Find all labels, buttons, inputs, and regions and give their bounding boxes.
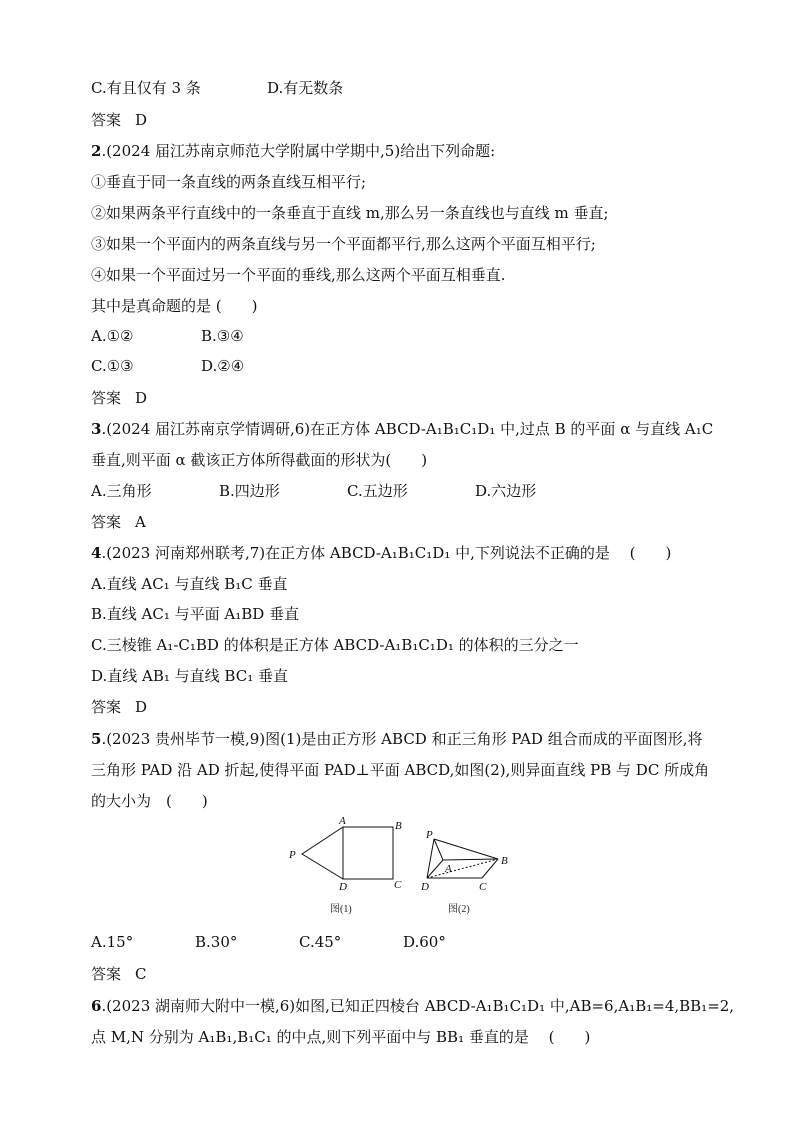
- figure-2-shapes: [427, 839, 498, 878]
- q3-option-d: D.六边形: [475, 482, 537, 500]
- fig2-label-b: B: [501, 855, 508, 867]
- edge-pa: [434, 839, 443, 860]
- q2-option-c: C.①③: [91, 357, 134, 375]
- q5-figure-svg: [284, 812, 524, 916]
- q2-option-b: B.③④: [201, 327, 244, 345]
- q3-text-1: .(2024 届江苏南京学情调研,6)在正方体 ABCD-A₁B₁C₁D₁ 中,过点 B 的平面 α 与直线 A₁C: [101, 420, 714, 438]
- q2-option-d: D.②④: [201, 357, 245, 375]
- q2-prompt: 其中是真命题的是 ( ): [91, 297, 258, 315]
- fig2-label-c: C: [479, 881, 487, 893]
- q1-option-c: C.有且仅有 3 条: [91, 79, 201, 97]
- answer-label: 答案: [91, 389, 122, 407]
- edge-db: [427, 859, 498, 878]
- q4-option-c: C.三棱锥 A₁-C₁BD 的体积是正方体 ABCD-A₁B₁C₁D₁ 的体积的三分之一: [91, 636, 579, 654]
- q5-option-b: B.30°: [195, 933, 238, 951]
- question-number: 2: [91, 142, 102, 160]
- fig2-label-p: P: [426, 829, 433, 841]
- figure-1-caption: 图(1): [330, 904, 352, 915]
- question-number: 3: [91, 420, 102, 438]
- square-abcd: [343, 827, 393, 879]
- q1-option-d: D.有无数条: [267, 79, 344, 97]
- q3-options: [91, 481, 536, 501]
- answer-label: 答案: [91, 111, 122, 129]
- q4-option-b: B.直线 AC₁ 与平面 A₁BD 垂直: [91, 605, 300, 623]
- q2-options-row1: [91, 326, 244, 346]
- answer-value: A: [135, 513, 146, 531]
- q5-option-d: D.60°: [403, 933, 446, 951]
- fig2-label-a: A: [445, 863, 452, 875]
- answer-label: 答案: [91, 965, 122, 983]
- q2-item-2: ②如果两条平行直线中的一条垂直于直线 m,那么另一条直线也与直线 m 垂直;: [91, 204, 609, 222]
- q3-option-a: A.三角形: [91, 482, 152, 500]
- q1-options: [91, 78, 343, 98]
- fig1-label-b: B: [395, 820, 402, 832]
- q2-options-row2: [91, 356, 244, 376]
- q3-option-c: C.五边形: [347, 482, 408, 500]
- q1-answer: [91, 110, 147, 130]
- question-number: 4: [91, 544, 102, 562]
- answer-value: D: [135, 698, 148, 716]
- edge-cb: [482, 859, 498, 878]
- q2-item-1: ①垂直于同一条直线的两条直线互相平行;: [91, 173, 367, 191]
- q4-option-d: D.直线 AB₁ 与直线 BC₁ 垂直: [91, 667, 288, 685]
- q3-stem-line1: [91, 419, 713, 439]
- figure-1-shapes: [302, 827, 393, 879]
- q6-stem-line2: 点 M,N 分别为 A₁B₁,B₁C₁ 的中点,则下列平面中与 BB₁ 垂直的是 ( ): [91, 1028, 591, 1046]
- fig1-label-a: A: [339, 815, 346, 827]
- fig2-label-d: D: [421, 881, 429, 893]
- q5-stem-line3: 的大小为 ( ): [91, 792, 208, 810]
- q3-answer: [91, 512, 146, 532]
- q5-figure: [284, 812, 524, 916]
- q3-option-b: B.四边形: [219, 482, 280, 500]
- question-number: 5: [91, 730, 102, 748]
- q5-stem-line2: 三角形 PAD 沿 AD 折起,使得平面 PAD⊥平面 ABCD,如图(2),则异面直线 PB 与 DC 所成角: [91, 761, 710, 779]
- fig1-label-p: P: [289, 849, 296, 861]
- answer-value: D: [135, 111, 148, 129]
- edge-pb: [434, 839, 498, 859]
- edge-ab: [443, 859, 498, 860]
- q2-item-3: ③如果一个平面内的两条直线与另一个平面都平行,那么这两个平面互相平行;: [91, 235, 596, 253]
- edge-pd: [427, 839, 434, 878]
- q2-source: .(2024 届江苏南京师范大学附属中学期中,5)给出下列命题:: [101, 142, 496, 160]
- q2-answer: [91, 388, 147, 408]
- q4-option-a: A.直线 AC₁ 与直线 B₁C 垂直: [91, 575, 288, 593]
- q2-option-a: A.①②: [91, 327, 134, 345]
- answer-label: 答案: [91, 513, 122, 531]
- q6-text-1: .(2023 湖南师大附中一模,6)如图,已知正四棱台 ABCD-A₁B₁C₁D₁ 中,AB=6,A₁B₁=4,BB₁=2,: [101, 997, 735, 1015]
- question-number: 6: [91, 997, 102, 1015]
- q2-item-4: ④如果一个平面过另一个平面的垂线,那么这两个平面互相垂直.: [91, 266, 506, 284]
- q4-stem: [91, 543, 671, 563]
- answer-value: D: [135, 389, 148, 407]
- fig1-label-d: D: [339, 881, 347, 893]
- q3-stem-line2: 垂直,则平面 α 截该正方体所得截面的形状为( ): [91, 451, 428, 469]
- q5-answer: [91, 964, 147, 984]
- q4-answer: [91, 697, 147, 717]
- q5-stem-line1: [91, 729, 702, 749]
- q5-options: [91, 932, 446, 952]
- q5-option-a: A.15°: [91, 933, 134, 951]
- q5-text-1: .(2023 贵州毕节一模,9)图(1)是由正方形 ABCD 和正三角形 PAD 组合而成的平面图形,将: [101, 730, 703, 748]
- figure-2-caption: 图(2): [448, 904, 470, 915]
- fig1-label-c: C: [394, 879, 402, 891]
- triangle-pad: [302, 827, 343, 879]
- q2-stem: [91, 141, 495, 161]
- q4-text-1: .(2023 河南郑州联考,7)在正方体 ABCD-A₁B₁C₁D₁ 中,下列说法不正确的是 ( ): [101, 544, 672, 562]
- q5-option-c: C.45°: [299, 933, 342, 951]
- answer-label: 答案: [91, 698, 122, 716]
- q6-stem-line1: [91, 996, 734, 1016]
- answer-value: C: [135, 965, 147, 983]
